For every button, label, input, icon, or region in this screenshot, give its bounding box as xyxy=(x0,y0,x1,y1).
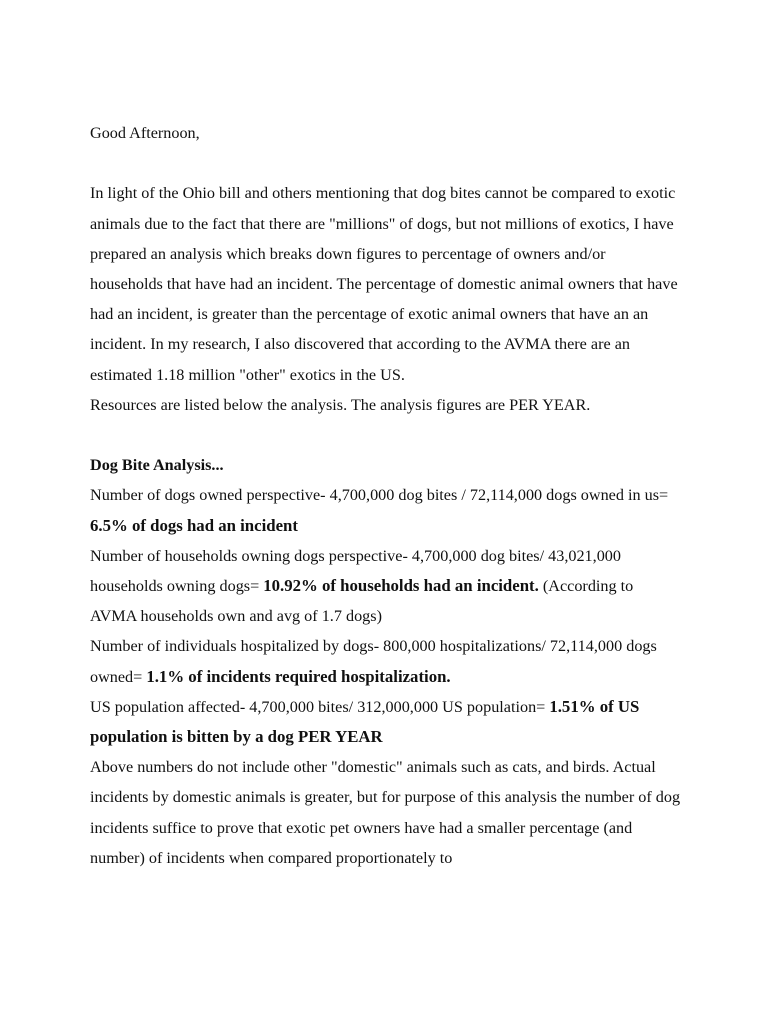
paragraph-spacer xyxy=(90,148,682,178)
analysis-heading: Dog Bite Analysis... xyxy=(90,456,224,475)
hospitalized-result: 1.1% of incidents required hospitalization. xyxy=(146,666,451,686)
households-note: (According to AVMA households own and avg of 1.7 dogs) xyxy=(90,577,634,626)
hospitalized-calculation: Number of individuals hospitalized by dogs- 800,000 hospitalizations/ 72,114,000 dogs owned= xyxy=(90,637,657,686)
resources-note: Resources are listed below the analysis. The analysis figures are PER YEAR. xyxy=(90,395,591,414)
hospitalized-line xyxy=(90,631,682,691)
households-line xyxy=(90,541,682,632)
intro-paragraph: In light of the Ohio bill and others mentioning that dog bites cannot be compared to exotic animals due to the fact that there are "millions" of dogs, but not millions of exotics, I have prepared an analysis which breaks down figures to percentage of owners and/or households that have had an incident. The percentage of domestic animal owners that have had an incident, is greater than the percentage of exotic animal owners that have an an incident. In my research, I also discovered that according to the AVMA there are an estimated 1.18 million "other" exotics in the US. xyxy=(90,184,678,384)
population-result: 1.51% of US population is bitten by a dog PER YEAR xyxy=(90,696,640,747)
closing-paragraph: Above numbers do not include other "domestic" animals such as cats, and birds. Actual incidents by domestic animals is greater, but for purpose of this analysis the number of dog incidents suffice to prove that exotic pet owners have had a smaller percentage (and number) of incidents when compared proportionately to xyxy=(90,758,681,867)
dogs-owned-calculation: Number of dogs owned perspective- 4,700,000 dog bites / 72,114,000 dogs owned in us= xyxy=(90,486,669,505)
population-line xyxy=(90,692,682,752)
paragraph-spacer xyxy=(90,420,682,450)
dogs-owned-result: 6.5% of dogs had an incident xyxy=(90,515,298,535)
document-page xyxy=(90,118,682,873)
households-calculation: Number of households owning dogs perspective- 4,700,000 dog bites/ 43,021,000 households owning dogs= xyxy=(90,546,621,596)
households-result: 10.92% of households had an incident. xyxy=(263,576,539,596)
dogs-owned-line xyxy=(90,480,682,540)
population-calculation: US population affected- 4,700,000 bites/ 312,000,000 US population= xyxy=(90,697,546,716)
greeting: Good Afternoon, xyxy=(90,124,200,142)
